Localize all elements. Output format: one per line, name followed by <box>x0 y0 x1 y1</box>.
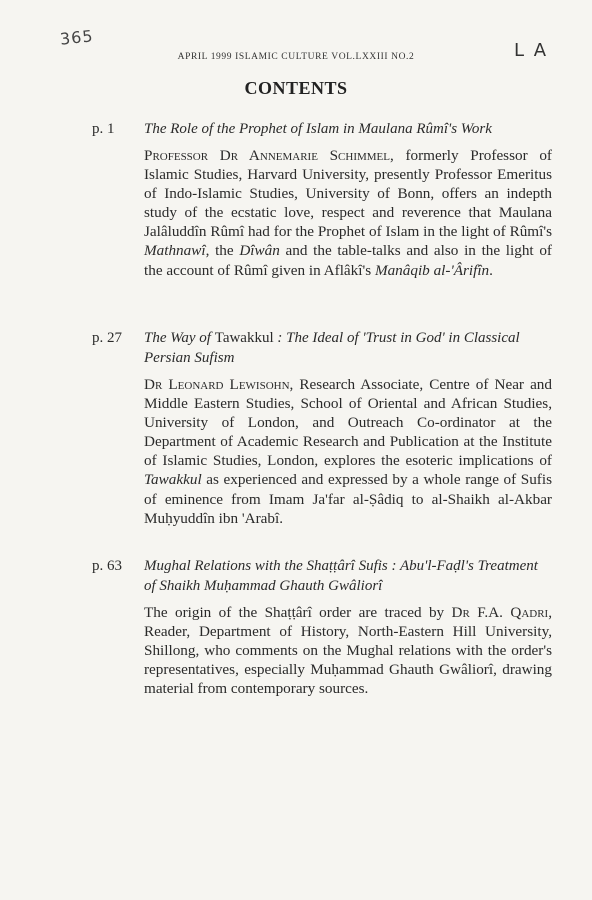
article-title <box>144 328 552 368</box>
entry-heading <box>92 556 552 596</box>
work-title: Mathnawî <box>144 242 206 260</box>
summary-text: as experienced and expressed by a whole range of Sufis of eminence from Imam Ja'far al-Ṣâdiq to al-Shaikh al-Akbar Muḥyuddîn ibn 'Arabî. <box>144 471 552 527</box>
page-title: CONTENTS <box>244 78 348 98</box>
summary-text: The origin of the Shaṭṭârî order are traced by <box>144 604 452 621</box>
work-title: Dîwân <box>239 242 280 260</box>
summary-text: Research Associate, Centre of Near and Middle Eastern Studies, School of Oriental and African Studies, University of London, and Outreach Co-ordinator at the Department of Academic Research and Publication at the Institute of Islamic Studies, London, explores the esoteric implications of <box>144 376 552 470</box>
entry-heading <box>92 328 552 368</box>
work-title: Manâqib al-'Ârifîn <box>374 261 490 279</box>
page-number: p. 63 <box>92 558 122 574</box>
article-title: Mughal Relations with the Shaṭṭârî Sufis : Abu'l-Faḍl's Treatment of Shaikh Muḥammad Ghauth Gwâliorî <box>144 558 538 594</box>
title-part: The Way of <box>144 330 215 346</box>
article-summary <box>144 375 552 528</box>
summary-text: Reader, Department of History, North-Eastern Hill University, Shillong, who comments on the Mughal relations with the order's representatives, especially Muḥammad Ghauth Gwâliorî, drawing material from contemporary sources. <box>144 623 552 698</box>
contents-entry <box>92 556 552 698</box>
summary-text: and the table-talks and also in the light of the account of Rûmî given in Aflâkî's <box>144 242 552 279</box>
title-part: : The Ideal of 'Trust in God' in Classical Persian Sufism <box>144 330 520 366</box>
contents-entry <box>92 328 552 528</box>
contents-entry <box>92 119 552 280</box>
author-name: Dr Leonard Lewisohn, <box>144 376 294 393</box>
running-header: APRIL 1999 ISLAMIC CULTURE VOL.LXXIII NO.2 <box>177 52 415 62</box>
title-part: Tawakkul <box>214 330 274 346</box>
author-name: Professor Dr Annemarie Schimmel, <box>144 147 394 164</box>
work-title: Tawakkul <box>144 471 202 489</box>
article-summary <box>144 146 552 280</box>
summary-text: . <box>489 261 493 279</box>
article-title: The Role of the Prophet of Islam in Maulana Rûmî's Work <box>144 121 492 137</box>
author-name: Dr F.A. Qadri, <box>451 604 552 621</box>
handwritten-annotation-left: 365 <box>59 26 95 49</box>
page-number: p. 27 <box>92 330 122 346</box>
page-number: p. 1 <box>92 121 115 137</box>
summary-text: , the <box>205 242 240 260</box>
article-summary <box>144 603 552 698</box>
entry-heading <box>92 119 552 139</box>
handwritten-annotation-right: L A <box>514 40 549 61</box>
summary-text: formerly Professor of Islamic Studies, Harvard University, presently Professor Emeritus of Indo-Islamic Studies, University of Bonn, offers an indepth study of the ecstatic love, respect and reverence that Maulana Jalâluddîn Rûmî had for the Prophet of Islam in the light of Rûmî's <box>144 147 552 241</box>
